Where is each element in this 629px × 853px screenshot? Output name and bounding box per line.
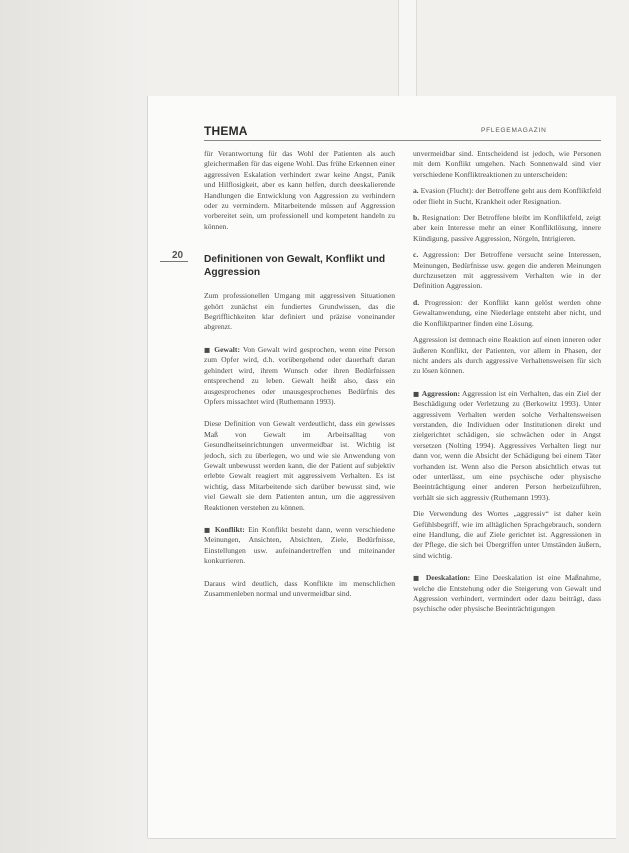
definition-term: Aggression: [421, 388, 461, 398]
square-bullet-icon: ■ [204, 345, 212, 354]
left-column [204, 149, 395, 605]
square-bullet-icon: ■ [413, 574, 422, 583]
paragraph: Diese Definition von Gewalt verdeutlicht, dass ein gewisses Maß von Gewalt im Arbeitsalltag von Gesundheitseinrichtungen unvermeidbar ist. Wichtig ist jedoch, sich zu überlegen, wo und wie sie Anwendung von Gewalt unbewusst werden kann, die der Patient auf subjektiv erlebte Gewalt reagiert mit aggressivem Verhalten. Es ist wichtig, dass Mitarbeitende sich darüber bewusst sind, wie viel Gewalt sie dem Patienten antun, um die aggressiven Reaktionen verstehen zu können. [204, 419, 395, 512]
list-item: b. Resignation: Der Betroffene bleibt im Konfliktfeld, zeigt aber kein Interesse mehr an einer Konfliktlösung, innere Kündigung, passive Aggression, Nörgeln, Intrigieren. [413, 213, 601, 243]
definition-term: Deeskalation: [425, 573, 471, 583]
header-rule [204, 140, 601, 141]
list-item: d. Progression: der Konflikt kann gelöst werden ohne Gewaltanwendung, eine Niederlage entsteht aber nicht, und die Konfliktpartner finden eine Lösung. [413, 297, 601, 328]
definition-konflikt [204, 525, 395, 567]
definition-term: Gewalt: [214, 344, 240, 354]
paragraph: Aggression ist demnach eine Reaktion auf einen inneren oder äußeren Konflikt, der Patienten, vor allem in Phasen, der nicht anders als durch aggressive Verhaltensweisen für sich zu lösen können. [413, 335, 601, 376]
square-bullet-icon: ■ [204, 525, 212, 534]
subheading: Definitionen von Gewalt, Konflikt und Aggression [204, 254, 386, 278]
definition-gewalt [204, 345, 395, 407]
list-item: c. Aggression: Der Betroffene versucht seine Interessen, Meinungen, Bedürfnisse usw. gegen die anderen Meinungen durchzusetzen mit aggressivem Verhalten wie in der Definition Aggression. [413, 250, 601, 291]
paragraph: Daraus wird deutlich, dass Konflikte im menschlichen Zusammenleben normal und unvermeidbar sind. [204, 578, 395, 598]
paragraph: unvermeidbar sind. Entscheidend ist jedoch, wie Personen mit dem Konflikt umgehen. Nach Sonnenwald sind vier verschiedene Konfliktreaktionen zu unterscheiden: [413, 149, 601, 179]
list-item: a. Evasion (Flucht): der Betroffene geht aus dem Konfliktfeld oder flieht in Sucht, Krankheit oder Resignation. [413, 186, 601, 206]
square-bullet-icon: ■ [413, 389, 420, 398]
definition-text: Eine Deeskalation ist eine Maßnahme, welche die Entstehung oder die Steigerung von Gewalt und Aggression verhindert, vermindert oder dazu beiträgt, dass psychische oder physische Beeinträchtigungen [413, 573, 601, 614]
intro-paragraph: für Verantwortung für das Wohl der Patienten als auch gleichermaßen für das eigene Wohl. Das frühe Erkennen einer aggressiven Eskalation verhindert zwar keine Angst, Panik und Hilflosigkeit, aber es kann helfen, durch deeskalierende Handlungen die Entwicklung von Aggression zu verhindern oder zu vermindern. Mitarbeitende müssen auf Aggression vorbereitet sein, um professionell und kompetent handeln zu können. [204, 149, 395, 231]
right-column [413, 149, 601, 621]
definition-term: Konflikt: [214, 524, 245, 534]
magazine-name: PFLEGEMAGAZIN [481, 127, 547, 134]
definition-aggression [413, 389, 601, 503]
paragraph: Die Verwendung des Wortes „aggressiv“ ist daher kein Gefühlsbegriff, wie im alltäglichen Sprachgebrauch, sondern eine Handlung, die auf Ziele gerichtet ist. Aggressionen in der Pflege, die sich bei Übergriffen unter Umständen äußern, sind wichtig. [413, 509, 601, 560]
paragraph: Zum professionellen Umgang mit aggressiven Situationen gehört zunächst ein fundiertes Grundwissen, das die Begrifflichkeiten klar definiert und präzise voneinander abgrenzt. [204, 291, 395, 332]
definition-text: Von Gewalt wird gesprochen, wenn eine Person zum Opfer wird, d.h. vorübergehend oder dauerhaft daran gehindert wird, ihrem Wunsch oder ihren Bedürfnissen entsprechend zu leben. Gewalt heißt also, dass ein ausgesprochenes oder unausgesprochenes Bedürfnis des Opfers missachtet wird (Ruthemann 1993). [204, 344, 395, 406]
definition-deeskalation [413, 573, 601, 615]
definition-text: Ein Konflikt besteht dann, wenn verschiedene Meinungen, Ansichten, Absichten, Ziele, Bedürfnisse, Einstellungen usw. aufeinandertreffen und miteinander konkurrieren. [204, 524, 395, 566]
page-number: 20 [172, 250, 184, 261]
page-number-rule [160, 261, 188, 262]
definition-text: Aggression ist ein Verhalten, das ein Ziel der Beschädigung oder Verletzung zu (Berkowitz 1993). Unter aggressivem Verhalten werden solche Verhaltensweisen verstanden, die Individuen oder Institutionen direkt und zielgerichtet schädigen, sie schwächen oder in Angst versetzen (Nolting 1994). Aggressives Verhalten liegt nur dann vor, wenn die Absicht der Schädigung bei einem Täter vorhanden ist. Wenn also die Person absichtlich etwas tut oder unterlässt, um eine psychische oder physische Beeinträchtigung einer anderen Person herbeizuführen, verhält sie sich aggressiv (Ruthemann 1993). [413, 388, 601, 502]
paper-strip [398, 0, 417, 100]
section-title: THEMA [204, 124, 248, 138]
